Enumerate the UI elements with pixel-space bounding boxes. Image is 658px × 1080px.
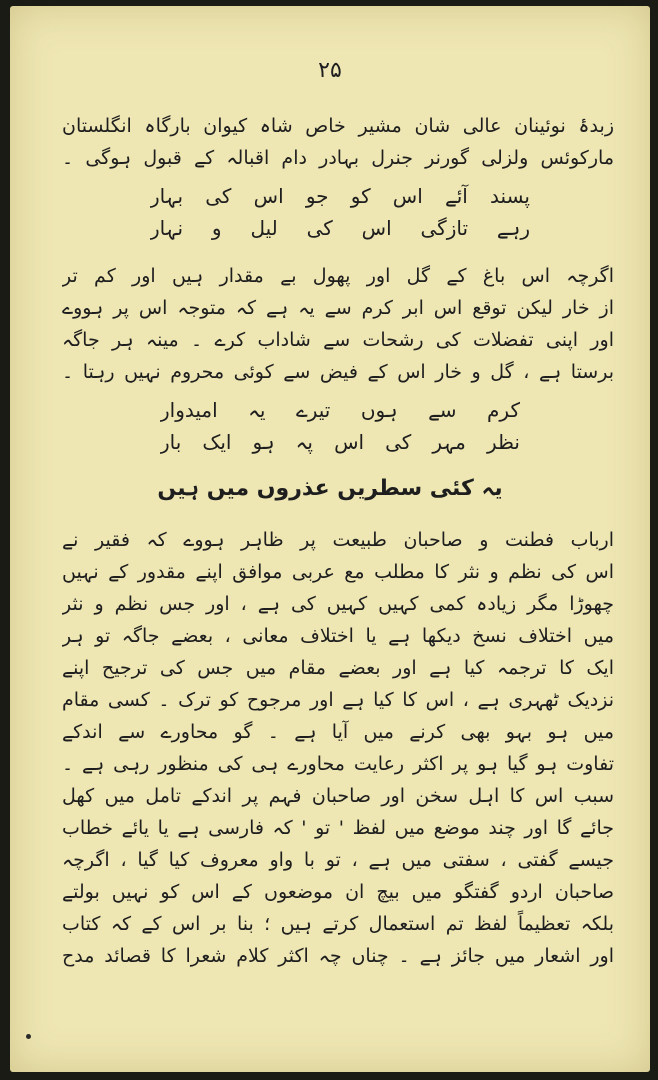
- ink-dot: [26, 1034, 31, 1039]
- section-heading: یہ کئی سطریں عذروں میں ہیں: [157, 476, 503, 501]
- apology-paragraph: [62, 524, 614, 972]
- text-line: زبدۂ نوئینان عالی شان مشیر خاص شاہ کیوان بارگاہ انگلستان: [62, 115, 614, 137]
- text-line: میں اختلاف نسخ دیکھا ہے یا اختلاف معانی ، بعضے جاگہ تو ہر: [62, 625, 614, 647]
- text-line: جیسے گفتی ، سفتی میں ہے ، تو با واو معروف کیا گیا ، اگرچہ: [62, 849, 614, 871]
- text-line: نزدیک ٹھہری ہے ، اس کا کیا ہے اور مرجوح کو ترک ۔ کسی مقام: [62, 689, 614, 711]
- text-line: جائے گا اور چند موضع میں لفظ ' تو ' کہ فارسی ہے یا یائے خطاب: [62, 817, 614, 839]
- book-page: [10, 6, 650, 1072]
- text-line: سبب اس کا اہل سخن اور صاحبان فہم پر اندکے تامل میں کھل: [62, 785, 614, 807]
- text-line: صاحبان اردو گفتگو میں بیچ ان موضعوں کے اس کو نہیں بولتے: [62, 881, 614, 903]
- text-line: مارکوئس ولزلی گورنر جنرل بہادر دام اقبالہ کے قبول ہوگی ۔: [62, 147, 614, 169]
- text-line: برستا ہے ، گل و خار اس کے فیض سے کوئی محروم نہیں رہتا ۔: [62, 361, 614, 383]
- text-line: ایک کا ترجمہ کیا ہے اور بعضے مقام میں جس کی ترجیح اپنے: [62, 657, 614, 679]
- text-line: بلکہ تعظیماً لفظ تم استعمال کرتے ہیں ؛ بنا بر اس کے کہ کتاب: [62, 913, 614, 935]
- verse-line: نظر مہر کی اس پہ ہو ایک بار: [160, 430, 520, 454]
- opening-paragraph: [62, 110, 614, 174]
- couplet-2: [160, 394, 520, 458]
- text-line: اس کی نظم و نثر کا مطلب مع عربی موافق اپنے مقدور کے نہیں: [62, 561, 614, 583]
- page-number: ۲۵: [318, 58, 342, 83]
- text-line: تفاوت ہو گیا ہو پر اکثر رعایت محاورے ہی کی منظور رہی ہے ۔: [62, 753, 614, 775]
- verse-line: پسند آئے اس کو جو اس کی بہار: [150, 184, 530, 208]
- text-line: میں ہو بہو بھی کرنے میں آیا ہے ۔ گو محاورے سے اندکے: [62, 721, 614, 743]
- text-line: اور اپنی تفضلات کی رشحات سے شاداب کرے ۔ مینہ ہر جاگہ: [62, 329, 614, 351]
- text-line: ارباب فطنت و صاحبان طبیعت پر ظاہر ہووے کہ فقیر نے: [62, 529, 614, 551]
- text-line: اور اشعار میں جائز ہے ۔ چناں چہ اکثر کلام شعرا کا قصائد مدح: [62, 945, 614, 967]
- verse-line: کرم سے ہوں تیرے یہ امیدوار: [160, 398, 520, 422]
- couplet-1: [150, 180, 530, 244]
- text-line: از خار لیکن توقع اس ابر کرم سے یہ ہے کہ متوجہ اس پر ہووے: [62, 297, 614, 319]
- verse-line: رہے تازگی اس کی لیل و نہار: [150, 216, 530, 240]
- second-paragraph: [62, 260, 614, 388]
- text-line: اگرچہ اس باغ کے گل اور پھول بے مقدار ہیں اور کم تر: [62, 265, 614, 287]
- text-line: چھوڑا مگر زیادہ کمی کہیں کہیں کی ہے ، اور جس نظم و نثر: [62, 593, 614, 615]
